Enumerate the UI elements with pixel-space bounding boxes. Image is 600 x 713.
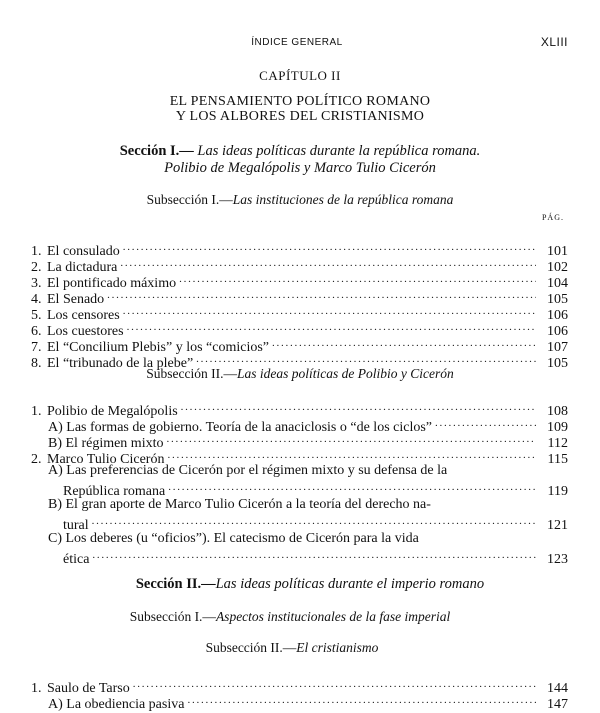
section-1-heading <box>0 143 600 160</box>
subsection-4-label: Subsección II.— <box>205 640 297 655</box>
section-1-title-line2-row <box>0 160 600 177</box>
toc-entry: 1. Saulo de Tarso . . . 144 <box>31 676 568 692</box>
toc-entry: A) Las formas de gobierno. Teoría de la anaciclosis o “de los ciclos” . . . 109 <box>48 415 568 431</box>
section-1-label: Sección I.— <box>119 143 194 159</box>
toc-entry: 2. Marco Tulio Cicerón . . . 115 <box>31 447 568 463</box>
section-2-title: Las ideas políticas durante el imperio romano <box>215 576 485 592</box>
subsection-4-title: El cristianismo <box>296 640 379 655</box>
toc-entry-line1: B) El gran aporte de Marco Tulio Cicerón a la teoría del derecho na- <box>48 497 431 512</box>
toc-entry-line1: A) Las preferencias de Cicerón por el régimen mixto y su defensa de la <box>48 463 448 478</box>
toc-entry: tural . . . 121 <box>63 513 568 529</box>
subsection-1-label: Subsección I.— <box>146 192 233 207</box>
toc-entry: 6. Los cuestores . . . 106 <box>31 319 568 335</box>
section-2-label: Sección II.— <box>135 576 216 592</box>
subsection-3-heading <box>0 609 590 625</box>
section-2-heading <box>10 576 600 593</box>
subsection-3-label: Subsección I.— <box>129 609 216 624</box>
subsection-4-heading <box>0 640 592 656</box>
chapter-title-line2: Y LOS ALBORES DEL CRISTIANISMO <box>175 109 425 124</box>
toc-entry: 2. La dictadura . . . 102 <box>31 255 568 271</box>
running-head: ÍNDICE GENERAL <box>251 37 343 48</box>
section-1-title-line2: Polibio de Megalópolis y Marco Tulio Cicerón <box>164 160 436 176</box>
section-1-title-line1: Las ideas políticas durante la república romana. <box>197 143 481 159</box>
toc-entry: A) La obediencia pasiva . . . 147 <box>48 692 568 708</box>
toc-entry: 4. El Senado . . . 105 <box>31 287 568 303</box>
chapter-title-line1: EL PENSAMIENTO POLÍTICO ROMANO <box>169 94 431 109</box>
subsection-1-title: Las instituciones de la república romana <box>232 192 454 207</box>
toc-entry: B) El régimen mixto . . . 112 <box>48 431 568 447</box>
page-number: XLIII <box>540 35 568 49</box>
subsection-3-title: Aspectos institucionales de la fase imperial <box>215 609 451 624</box>
toc-entry: República romana . . . 119 <box>63 479 568 495</box>
toc-entry-line1: C) Los deberes (u “oficios”). El catecismo de Cicerón para la vida <box>48 531 419 546</box>
subsection-2-heading <box>0 366 600 382</box>
subsection-1-heading <box>0 192 600 208</box>
toc-entry: 1. Polibio de Megalópolis . . . 108 <box>31 399 568 415</box>
subsection-2-label: Subsección II.— <box>146 366 237 381</box>
toc-entry: ética . . . 123 <box>63 547 568 563</box>
toc-entry: 1. El consulado . . . 101 <box>31 239 568 255</box>
subsection-2-title: Las ideas políticas de Polibio y Cicerón <box>237 366 454 381</box>
toc-entry: 7. El “Concilium Plebis” y los “comicios” . . . 107 <box>31 335 568 351</box>
toc-entry: 8. El “tribunado de la plebe” . . . 105 <box>31 351 568 367</box>
toc-entry: 5. Los censores . . . 106 <box>31 303 568 319</box>
chapter-label: CAPÍTULO II <box>259 68 341 83</box>
page-column-label: PÁG. <box>541 213 564 222</box>
toc-entry: 3. El pontificado máximo . . . 104 <box>31 271 568 287</box>
